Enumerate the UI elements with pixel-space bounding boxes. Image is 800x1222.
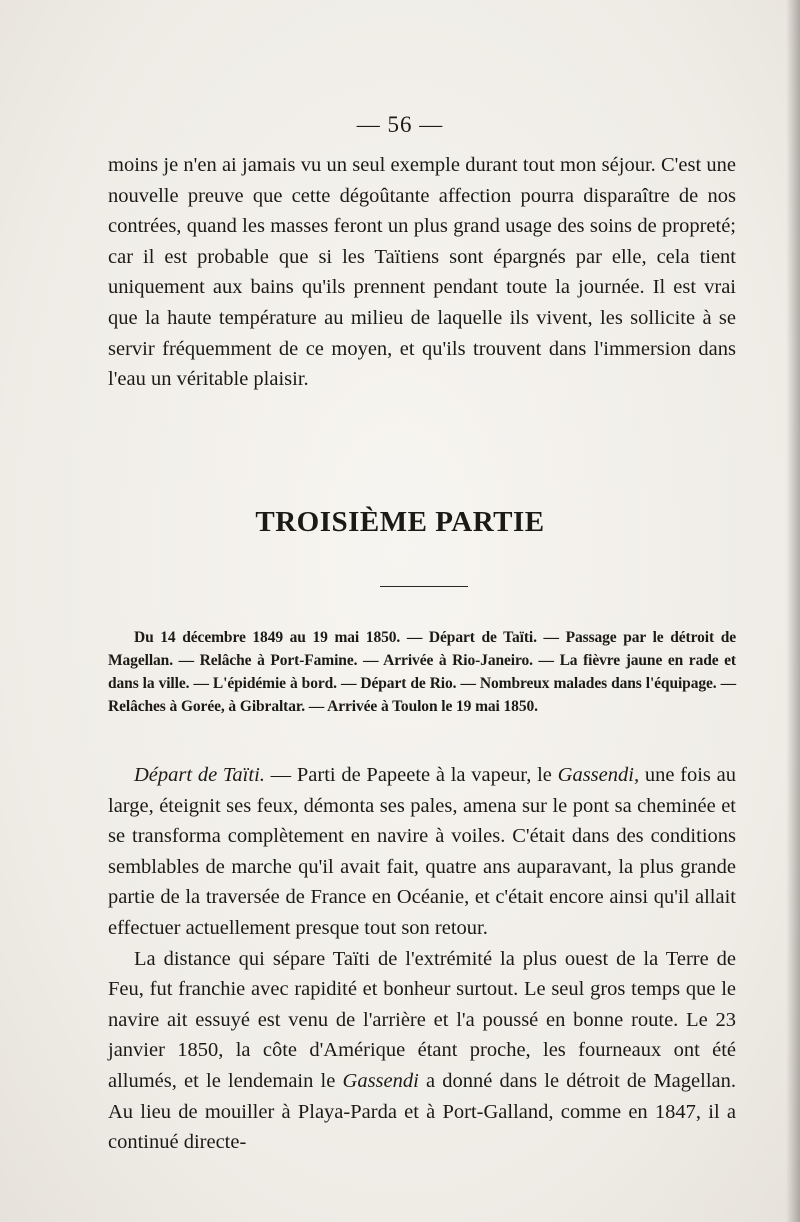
section-paragraph-1 <box>108 760 736 944</box>
part-summary <box>108 626 736 718</box>
paragraph: moins je n'en ai jamais vu un seul exemple durant tout mon séjour. C'est une nouvelle preuve que cette dégoûtante affection pourra disparaître de nos contrées, quand les masses feront un plus grand usage des soins de propreté; car il est probable que si les Taïtiens sont épargnés par elle, cela tient uniquement aux bains qu'ils prennent pendant toute la journée. Il est vrai que la haute température au milieu de laquelle ils vivent, les sollicite à se servir fréquemment de ce moyen, et qu'ils trouvent dans l'immersion dans l'eau un véritable plaisir. <box>108 154 736 391</box>
paragraph-text: — Parti de Papeete à la vapeur, le <box>264 764 558 786</box>
page-edge-shadow <box>786 0 800 1222</box>
page-number: — 56 — <box>356 112 444 137</box>
part-title: TROISIÈME PARTIE <box>255 506 545 538</box>
summary-text: Du 14 décembre 1849 au 19 mai 1850. — Départ de Taïti. — Passage par le détroit de Magellan. — Relâche à Port-Famine. — Arrivée à Rio-Janeiro. — La fièvre jaune en rade et dans la ville. — L'épidémie à bord. — Départ de Rio. — Nombreux malades dans l'équipage. — Relâches à Gorée, à Gibraltar. — Arrivée à Toulon le 19 mai 1850. <box>108 629 736 715</box>
paragraph-text: une fois au large, éteignit ses feux, démonta ses pales, amena sur le pont sa cheminée et se transforma complètement en navire à voiles. C'était dans des conditions semblables de marche qu'il avait fait, quatre ans auparavant, la plus grande partie de la traversée de France en Océanie, et c'était encore ainsi qu'il allait effectuer actuellement presque tout son retour. <box>108 764 736 939</box>
section-body <box>108 760 736 1158</box>
title-rule-divider <box>380 586 468 587</box>
section-heading: Départ de Taïti. <box>134 764 265 786</box>
ship-name: Gassendi, <box>557 764 640 786</box>
section-paragraph-2 <box>108 944 736 1158</box>
paragraph-text: La distance qui sépare Taïti de l'extrémité la plus ouest de la Terre de Feu, fut franchie avec rapidité et bonheur surtout. Le seul gros temps que le navire ait essuyé est venu de l'arrière et l'a poussé en bonne route. Le 23 janvier 1850, la côte d'Amérique étant proche, les fourneaux ont été allumés, et le lendemain le <box>108 947 736 1092</box>
ship-name: Gassendi <box>342 1069 419 1092</box>
opening-paragraph-block <box>108 150 736 395</box>
paragraph-text: a donné dans le détroit de Magellan. Au lieu de mouiller à Playa-Parda et à Port-Galland, comme en 1847, il a continué directe- <box>108 1069 736 1154</box>
